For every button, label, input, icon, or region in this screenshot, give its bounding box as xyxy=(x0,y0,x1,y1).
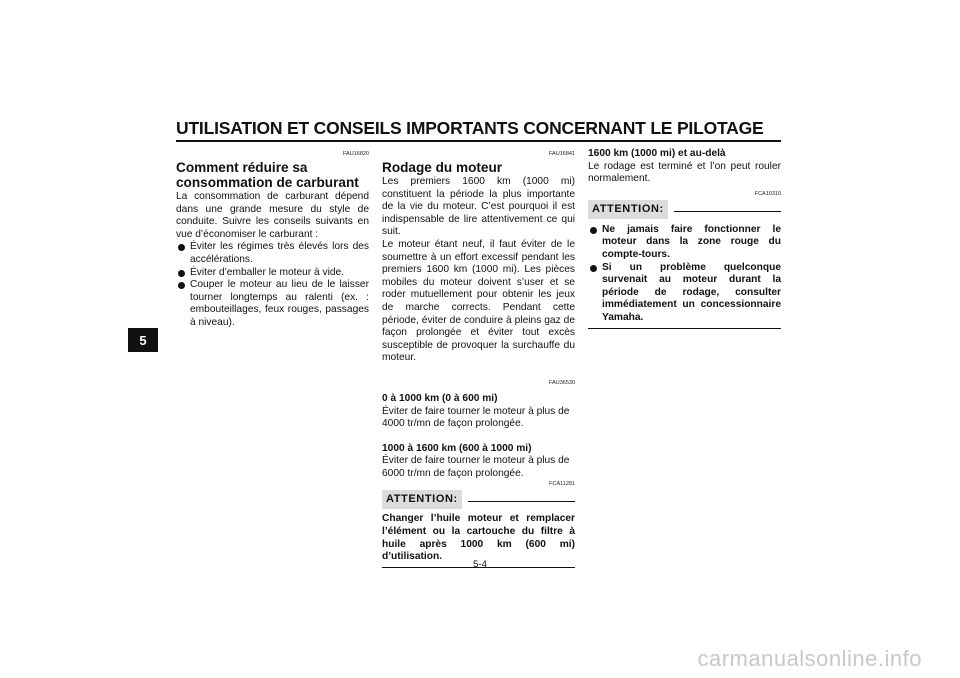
text-0-1000: Éviter de faire tourner le moteur à plus de 4000 tr/mn de façon prolongée. xyxy=(382,405,570,430)
attention-label: ATTENTION: xyxy=(588,200,668,219)
attention-header xyxy=(382,490,575,509)
text-1600-plus: Le rodage est terminé et l’on peut rouler normalement. xyxy=(588,160,781,185)
list-item-text: Ne jamais faire fonctionner le moteur dans la zone rouge du compte-tours. xyxy=(602,223,781,260)
page-number: 5-4 xyxy=(473,559,487,570)
list-item xyxy=(588,224,781,262)
title-rule xyxy=(176,140,781,142)
break-in-para-1: Les premiers 1600 km (1000 mi) constituent la période la plus importante de la vie du moteur. C’est pourquoi il est indispensable de lire attentivement ce qui suit. xyxy=(382,176,575,238)
section-heading-break-in: Rodage du moteur xyxy=(382,160,503,175)
text-1000-1600: Éviter de faire tourner le moteur à plus de 6000 tr/mn de façon prolongée. xyxy=(382,455,570,479)
subheading-1000-1600: 1000 à 1600 km (600 à 1000 mi) xyxy=(382,442,532,454)
reference-code: FAU16841 xyxy=(549,151,575,157)
chapter-tab: 5 xyxy=(128,328,158,352)
attention-header xyxy=(588,200,781,219)
section-heading-fuel: Comment réduire sa consommation de carburant xyxy=(176,160,359,190)
reference-code: FAU36530 xyxy=(549,379,575,386)
column-after-break-in xyxy=(588,148,781,329)
subheading-0-1000: 0 à 1000 km (0 à 600 mi) xyxy=(382,392,498,404)
break-in-para-2: Le moteur étant neuf, il faut éviter de le soumettre à un effort excessif pendant les premiers 1600 km (1000 mi). Les pièces mobiles du moteur doivent s’user et se roder mutuellement pour obtenir les jeux de marche corrects. Pendant cette période, éviter de conduire à pleins gaz de façon prolongée et éviter tout excès susceptible de provoquer la surchauffe du moteur. xyxy=(382,238,575,364)
list-item xyxy=(176,279,369,329)
list-item xyxy=(588,262,781,325)
list-item-text: Couper le moteur au lieu de le laisser tourner longtemps au ralenti (ex. : embouteillages, feux rouges, passages à niveau). xyxy=(190,279,369,328)
bullet-icon xyxy=(590,227,597,234)
column-break-in xyxy=(382,150,575,568)
list-item-text: Éviter d’emballer le moteur à vide. xyxy=(190,266,345,278)
reference-code: FCA10310 xyxy=(754,190,781,197)
bullet-icon xyxy=(178,244,185,251)
reference-code: FCA11281 xyxy=(549,481,575,488)
list-item xyxy=(176,241,369,266)
attention-text: Changer l’huile moteur et remplacer l’élément ou la cartouche du filtre à huile après 1000 km (600 mi) d’utilisation. xyxy=(382,509,575,567)
bullet-icon xyxy=(178,282,185,289)
subheading-1600-plus: 1600 km (1000 mi) et au-delà xyxy=(588,148,726,159)
bullet-icon xyxy=(590,265,597,272)
column-fuel-consumption xyxy=(176,150,369,330)
attention-rule xyxy=(674,200,781,212)
attention-rule xyxy=(468,490,575,502)
list-item-text: Si un problème quelconque survenait au moteur durant la période de rodage, consulter immédiatement un concessionnaire Yamaha. xyxy=(602,261,781,323)
attention-label: ATTENTION: xyxy=(382,490,462,509)
attention-list xyxy=(588,219,781,329)
fuel-intro: La consommation de carburant dépend dans une grande mesure du style de conduite. Suivre les conseils suivants en vue d’économiser le carburant : xyxy=(176,191,369,240)
list-item-text: Éviter les régimes très élevés lors des accélérations. xyxy=(190,241,369,265)
reference-code: FAU16820 xyxy=(343,151,369,157)
fuel-tips-list xyxy=(176,241,369,329)
bullet-icon xyxy=(178,270,185,277)
page-title: UTILISATION ET CONSEILS IMPORTANTS CONCERNANT LE PILOTAGE xyxy=(176,118,764,138)
list-item xyxy=(176,267,369,280)
watermark: carmanualsonline.info xyxy=(697,646,922,671)
